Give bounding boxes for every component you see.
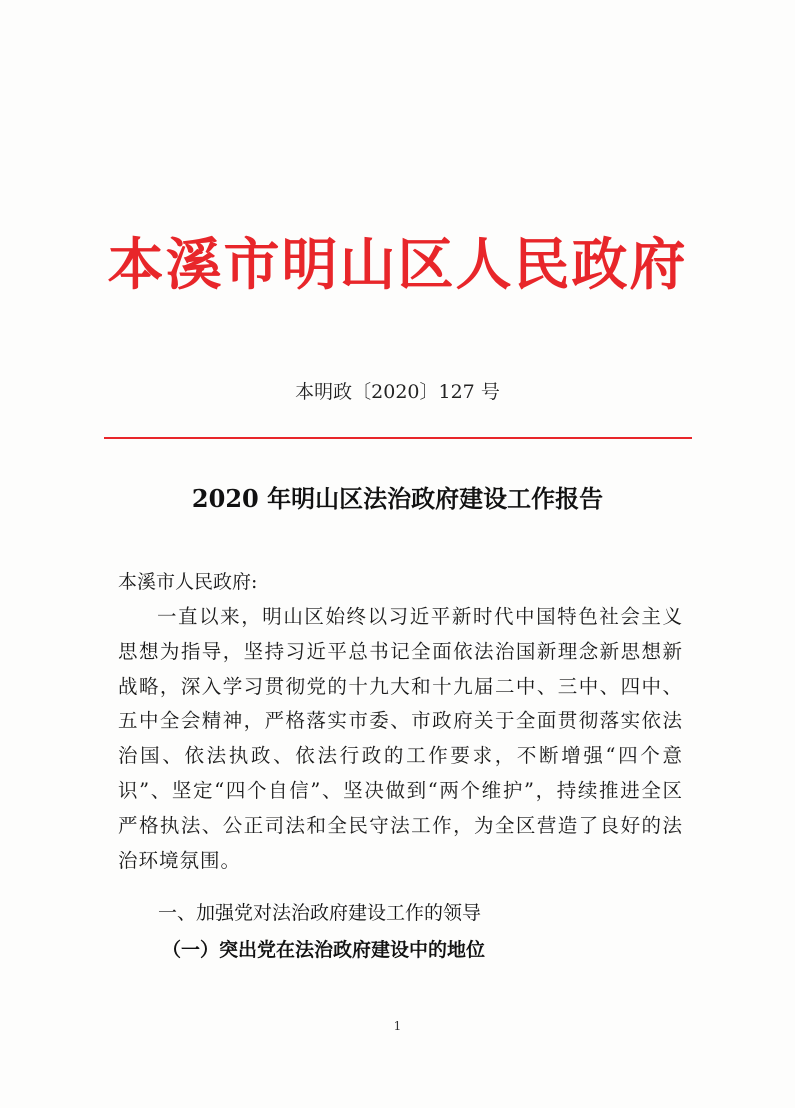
body-paragraph: 一直以来，明山区始终以习近平新时代中国特色社会主义思想为指导，坚持习近平总书记全面依法治国新理念新思想新战略，深入学习贯彻党的十九大和十九届二中、三中、四中、五中全会精神，严格落实市委、市政府关于全面贯彻落实依法治国、依法执政、依法行政的工作要求，不断增强“四个意识”、坚定“四个自信”、坚决做到“两个维护”，持续推进全区严格执法、公正司法和全民守法工作，为全区营造了良好的法治环境氛围。: [118, 605, 683, 872]
salutation: 本溪市人民政府:: [118, 571, 258, 593]
document-title: 2020 年明山区法治政府建设工作报告: [191, 484, 604, 513]
document-number: 本明政〔2020〕127 号: [295, 381, 500, 403]
section-heading: 一、加强党对法治政府建设工作的领导: [158, 902, 482, 924]
red-divider: [104, 437, 692, 439]
subsection-heading: （一）突出党在法治政府建设中的地位: [162, 939, 486, 961]
issuer-name: 本溪市明山区人民政府: [107, 233, 688, 298]
page-number: 1: [393, 1019, 402, 1033]
